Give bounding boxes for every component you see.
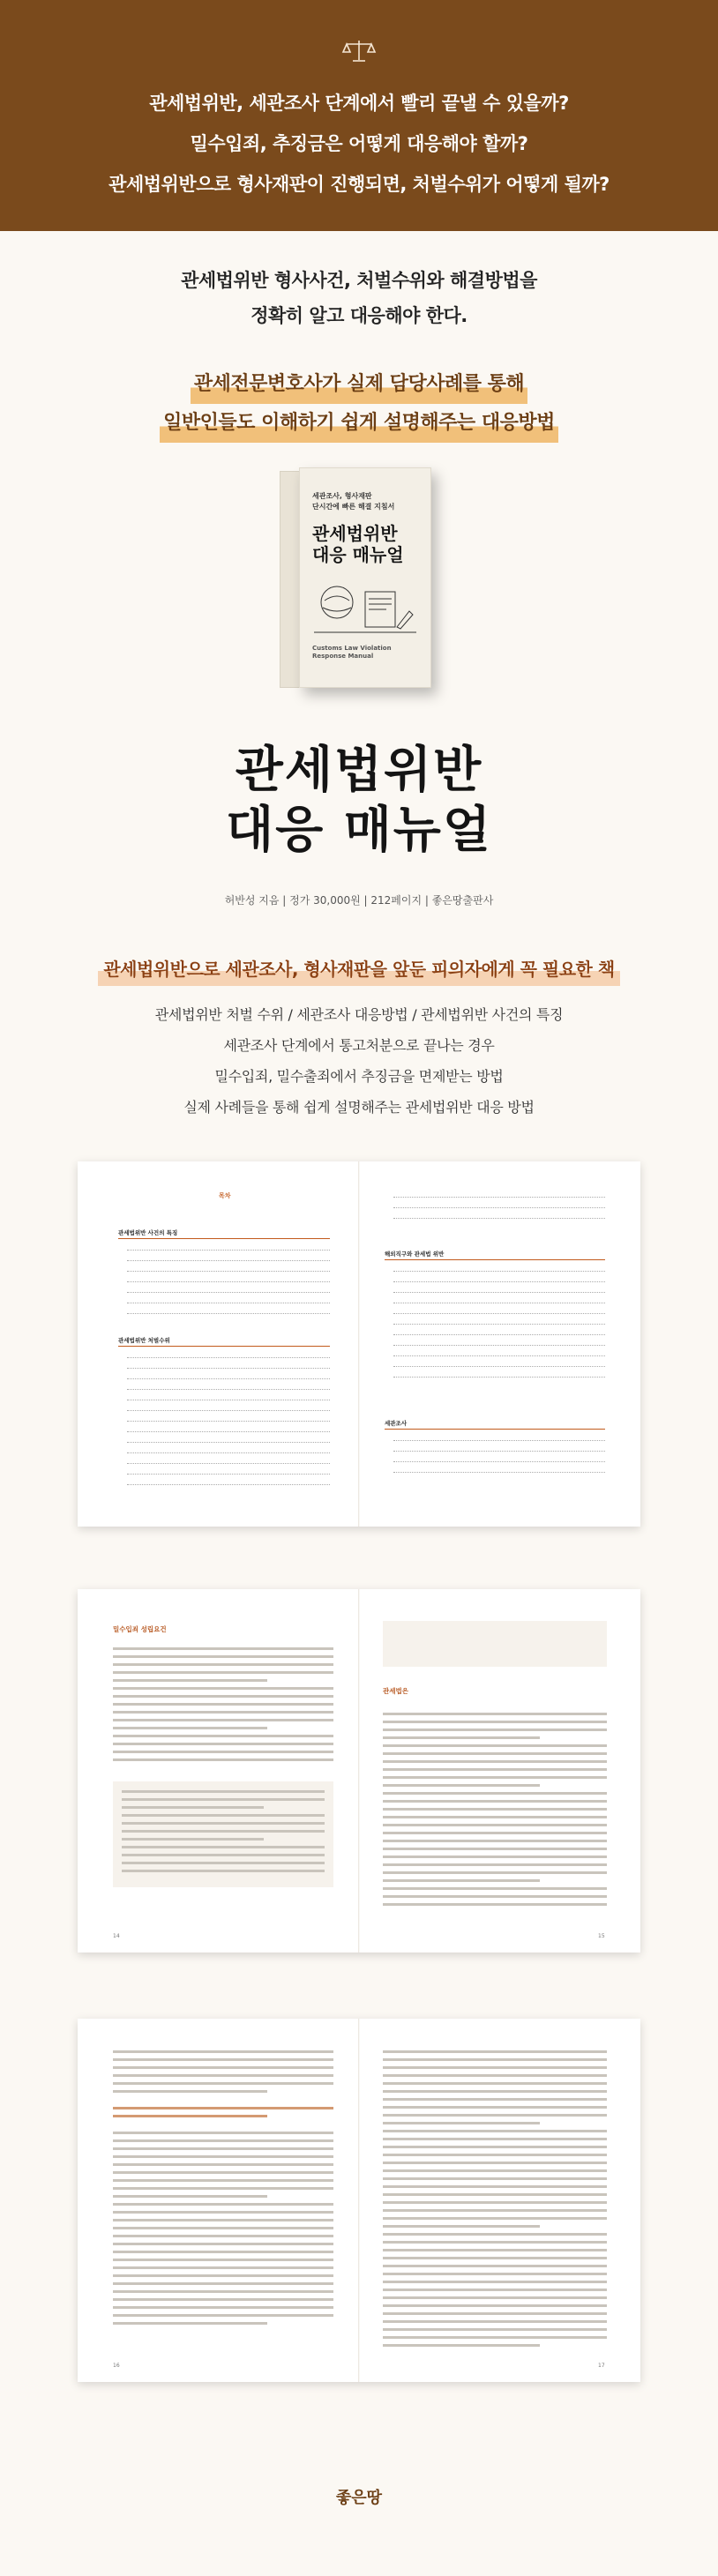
intro-lead: 관세법위반 형사사건, 처벌수위와 해결방법을 bbox=[181, 270, 537, 291]
sample-callout bbox=[383, 1621, 607, 1667]
toc-header: 목차 bbox=[219, 1192, 231, 1199]
sample-text bbox=[383, 1713, 607, 1911]
feature-item: 실제 사례들을 통해 쉽게 설명해주는 관세법위반 대응 방법 bbox=[183, 1099, 535, 1116]
sample-heading: 관세법은 bbox=[383, 1687, 408, 1695]
toc-section: 세관조사 bbox=[385, 1419, 605, 1430]
sample-text bbox=[113, 2050, 333, 2098]
page-number: 15 bbox=[598, 1933, 605, 1939]
toc-lines bbox=[393, 1193, 605, 1225]
sample-text bbox=[113, 2132, 333, 2330]
header-band bbox=[0, 0, 718, 231]
book-meta: 허반성 지음 | 정가 30,000원 | 212페이지 | 좋은땅출판사 bbox=[224, 894, 494, 907]
justice-scale-icon bbox=[341, 39, 377, 63]
cover-subtitle: 세관조사, 형사재판 단시간에 빠른 해결 지침서 bbox=[312, 492, 395, 511]
cover-illustration bbox=[312, 576, 418, 638]
cover-english-title: Customs Law Violation Response Manual bbox=[312, 645, 392, 660]
header-line: 관세법위반으로 형사재판이 진행되면, 처벌수위가 어떻게 될까? bbox=[108, 174, 610, 195]
key-message: 관세법위반으로 세관조사, 형사재판을 앞둔 피의자에게 꼭 필요한 책 bbox=[98, 952, 619, 986]
intro-lead: 정확히 알고 대응해야 한다. bbox=[251, 305, 467, 326]
page-number: 16 bbox=[113, 2363, 120, 2369]
toc-lines bbox=[393, 1437, 605, 1479]
intro-highlight: 관세전문변호사가 실제 담당사례를 통해 bbox=[191, 365, 527, 404]
sample-text bbox=[113, 2107, 333, 2123]
sample-page-spread-image bbox=[78, 2019, 640, 2382]
publisher-logo: 좋은땅 bbox=[335, 2489, 383, 2507]
page-number: 17 bbox=[598, 2363, 605, 2369]
feature-item: 관세법위반 처벌 수위 / 세관조사 대응방법 / 관세법위반 사건의 특징 bbox=[154, 1006, 564, 1023]
toc-section: 해외직구와 관세법 위반 bbox=[385, 1250, 605, 1260]
header-line: 밀수입죄, 추징금은 어떻게 대응해야 할까? bbox=[190, 133, 528, 154]
page-number: 14 bbox=[113, 1933, 120, 1939]
sample-heading: 밀수입죄 성립요건 bbox=[113, 1625, 167, 1633]
book-title: 관세법위반 대응 매뉴얼 bbox=[226, 742, 492, 859]
header-line: 관세법위반, 세관조사 단계에서 빨리 끝낼 수 있을까? bbox=[149, 93, 569, 114]
cover-title: 관세법위반 대응 매뉴얼 bbox=[312, 523, 404, 565]
feature-item: 밀수입죄, 밀수출죄에서 추징금을 면제받는 방법 bbox=[214, 1068, 504, 1085]
toc-lines bbox=[127, 1354, 330, 1491]
feature-item: 세관조사 단계에서 통고처분으로 끝나는 경우 bbox=[223, 1037, 495, 1054]
toc-lines bbox=[393, 1267, 605, 1384]
feature-list bbox=[0, 999, 718, 1123]
sample-text bbox=[383, 2050, 607, 2352]
toc-spread-image bbox=[78, 1161, 640, 1527]
intro-highlight: 일반인들도 이해하기 쉽게 설명해주는 대응방법 bbox=[160, 404, 558, 443]
toc-lines bbox=[127, 1246, 330, 1320]
toc-section: 관세법위반 처벌수위 bbox=[118, 1336, 330, 1347]
book-cover bbox=[299, 467, 431, 688]
sample-text bbox=[113, 1647, 333, 1766]
intro bbox=[0, 231, 718, 443]
book-spine bbox=[280, 471, 301, 688]
toc-section: 관세법위반 사건의 특징 bbox=[118, 1228, 330, 1239]
book-cover-image bbox=[280, 467, 438, 695]
sample-page-spread-image bbox=[78, 1589, 640, 1953]
sample-text bbox=[122, 1790, 325, 1878]
